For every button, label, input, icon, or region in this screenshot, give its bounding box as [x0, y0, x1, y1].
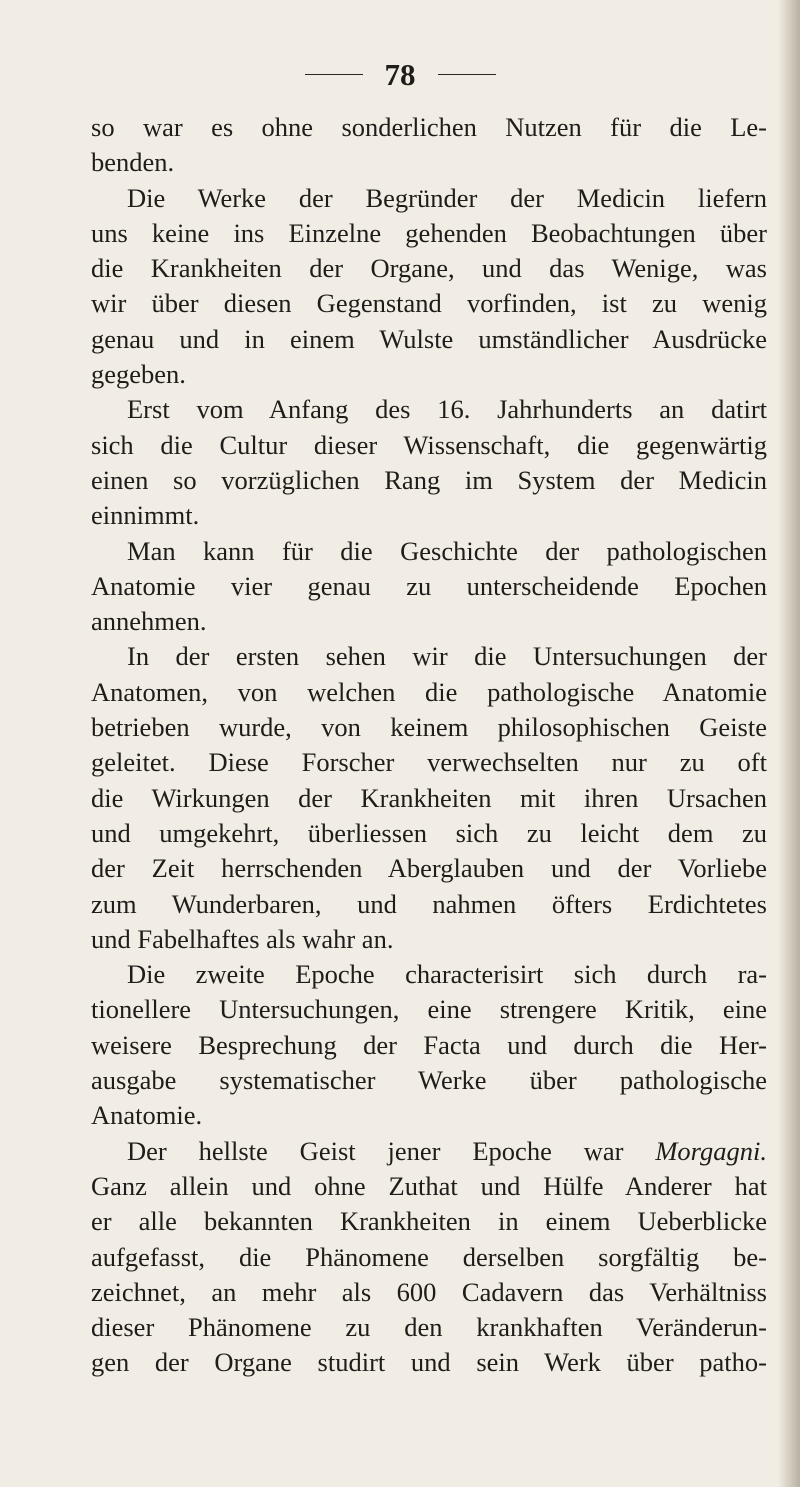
text-line: [91, 745, 767, 780]
text-line-content: aufgefasst, die Phänomene derselben sorgfältig be-: [91, 1241, 767, 1272]
text-line: [91, 710, 767, 745]
text-line-content: die Wirkungen der Krankheiten mit ihren Ursachen: [91, 782, 767, 813]
text-line-content: Anatomie vier genau zu unterscheidende Epochen: [91, 570, 767, 601]
text-line-content: gen der Organe studirt und sein Werk über patho-: [91, 1347, 767, 1378]
text-line-content: er alle bekannten Krankheiten in einem Ueberblicke: [91, 1206, 767, 1237]
text-line: [91, 428, 767, 463]
text-line-content: In der ersten sehen wir die Untersuchungen der: [127, 641, 767, 672]
text-line-content: Erst vom Anfang des 16. Jahrhunderts an datirt: [127, 394, 767, 425]
text-line: [91, 992, 767, 1027]
text-line-content: zeichnet, an mehr als 600 Cadavern das Verhältniss: [91, 1276, 767, 1307]
text-line: [91, 851, 767, 886]
text-line-content: der Zeit herrschenden Aberglauben und der Vorliebe: [91, 853, 767, 884]
text-line: [91, 286, 767, 321]
text-line: [91, 322, 767, 357]
header-rule-left: [305, 74, 363, 75]
header-rule-right: [438, 74, 496, 75]
text-line: [91, 604, 767, 639]
text-line: [91, 463, 767, 498]
text-line-content: Ganz allein und ohne Zuthat und Hülfe Anderer hat: [91, 1170, 767, 1201]
text-line: [91, 392, 767, 427]
text-line-content: sich die Cultur dieser Wissenschaft, die gegenwärtig: [91, 429, 767, 460]
text-line: [91, 251, 767, 286]
text-line-content: einnimmt.: [91, 500, 200, 531]
text-line-content: Man kann für die Geschichte der pathologischen: [127, 535, 767, 566]
text-line-content: uns keine ins Einzelne gehenden Beobachtungen über: [91, 217, 767, 248]
text-line: [91, 1098, 767, 1133]
page-header: [0, 52, 800, 92]
text-line-content: betrieben wurde, von keinem philosophischen Geiste: [91, 712, 767, 743]
text-line-content: geleitet. Diese Forscher verwechselten nur zu oft: [91, 747, 767, 778]
page-text: [91, 110, 767, 1381]
text-line: [91, 357, 767, 392]
text-line-content: und umgekehrt, überliessen sich zu leicht dem zu: [91, 817, 767, 848]
text-line-content: ausgabe systematischer Werke über pathologische: [91, 1065, 767, 1096]
text-line: [91, 639, 767, 674]
text-line: [91, 534, 767, 569]
text-line: [91, 1345, 767, 1380]
text-line: [91, 569, 767, 604]
text-line: [91, 181, 767, 216]
text-line: [91, 1275, 767, 1310]
text-line-content: benden.: [91, 147, 175, 178]
text-line-content: annehmen.: [91, 606, 207, 637]
text-line: [91, 675, 767, 710]
text-line: [91, 498, 767, 533]
text-line: [91, 1310, 767, 1345]
text-line: [91, 1063, 767, 1098]
text-line: [91, 922, 767, 957]
text-line-content: zum Wunderbaren, und nahmen öfters Erdichtetes: [91, 888, 767, 919]
text-line-content: und Fabelhaftes als wahr an.: [91, 923, 394, 954]
text-line-content: gegeben.: [91, 359, 186, 390]
text-line-content: Der hellste Geist jener Epoche war: [127, 1135, 656, 1166]
text-line: [91, 1028, 767, 1063]
page-edge-shadow: [778, 0, 800, 1487]
text-line-content: Anatomie.: [91, 1100, 203, 1131]
text-line: [91, 1204, 767, 1239]
text-line-content: wir über diesen Gegenstand vorfinden, ist zu wenig: [91, 288, 767, 319]
text-line-content: Anatomen, von welchen die pathologische Anatomie: [91, 676, 767, 707]
text-line: [91, 781, 767, 816]
text-line-content: die Krankheiten der Organe, und das Wenige, was: [91, 253, 767, 284]
text-line: [91, 887, 767, 922]
text-line: [91, 110, 767, 145]
text-line-content: Die zweite Epoche characterisirt sich durch ra-: [127, 959, 767, 990]
text-line: [91, 1169, 767, 1204]
text-line: [91, 957, 767, 992]
page-number: 78: [384, 56, 416, 92]
text-line: [91, 1134, 767, 1169]
text-line-content: so war es ohne sonderlichen Nutzen für die Le-: [91, 112, 767, 142]
text-line-content: weisere Besprechung der Facta und durch die Her-: [91, 1029, 767, 1060]
text-line-content: dieser Phänomene zu den krankhaften Veränderun-: [91, 1312, 767, 1343]
text-line: [91, 145, 767, 180]
text-line-content: genau und in einem Wulste umständlicher Ausdrücke: [91, 323, 767, 354]
text-line-content: einen so vorzüglichen Rang im System der Medicin: [91, 464, 767, 495]
italic-name: Morgagni.: [655, 1135, 767, 1166]
text-line-content: Die Werke der Begründer der Medicin liefern: [127, 182, 767, 213]
text-line: [91, 1240, 767, 1275]
text-line: [91, 216, 767, 251]
text-line-content: tionellere Untersuchungen, eine strengere Kritik, eine: [91, 994, 767, 1025]
text-line: [91, 816, 767, 851]
